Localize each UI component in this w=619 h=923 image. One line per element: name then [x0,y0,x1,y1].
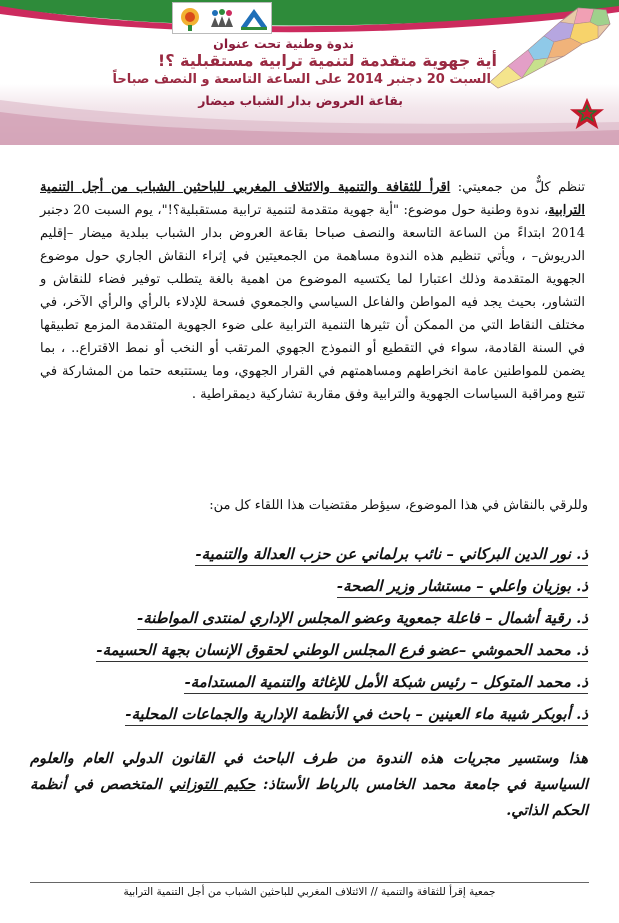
speakers-list [30,543,588,735]
moderator-paragraph [30,746,588,824]
header-date-time: السبت 20 دجنبر 2014 على الساعة التاسعة و النصف صباحاً [112,72,491,87]
list-item [30,543,588,575]
speaker-name: ذ. محمد الحموشي –عضو فرع المجلس الوطني لحقوق الإنسان بجهة الحسيمة- [96,641,588,662]
list-item [30,575,588,607]
main-paragraph [40,176,585,406]
speaker-name: ذ. بوزيان واعلي – مستشار وزير الصحة- [337,577,588,598]
moroccan-star-icon [568,96,606,132]
list-item [30,639,588,671]
moderator-intro: هذا وستسير مجريات هذه الندوة من طرف الباحث في القانون الدولي العام والعلوم السياسية في جامعة محمد الخامس بالرباط الأستاذ: [30,750,588,793]
footer-divider [30,882,589,883]
speakers-intro: وللرقي بالنقاش في هذا الموضوع، سيؤطر مقتضيات هذا اللقاء كل من: [209,498,588,513]
intro-text: تنظم كلٌّ من جمعيتي: [450,180,585,195]
moderator-name: حكيم التوزاني [169,776,256,793]
organizers-names: اقرأ للثقافة والتنمية والائتلاف المغربي للباحثين الشباب من أجل التنمية الترابية [40,180,585,218]
speaker-name: ذ. محمد المتوكل – رئيس شبكة الأمل للإغاثة والتنمية المستدامة- [184,673,588,694]
header-title: أية جهوية متقدمة لتنمية ترابية مستقبلية ؟! [157,51,497,70]
partner-logos [172,2,272,34]
speaker-name: ذ. رقية أشمال – فاعلة جمعوية وعضو المجلس الإداري لمنتدى المواطنة- [137,609,588,630]
header-venue: بقاعة العروض بدار الشباب ميضار [198,93,403,108]
list-item [30,607,588,639]
people-logo-icon [209,7,235,29]
list-item [30,671,588,703]
speaker-name: ذ. نور الدين البركاني – نائب برلماني عن حزب العدالة والتنمية- [195,545,588,566]
header-banner [0,0,619,145]
moderator-specialty: المتخصص في أنظمة الحكم الذاتي. [30,776,588,819]
paragraph-body: ، ندوة وطنية حول موضوع: "أية جهوية متقدمة لتنمية ترابية مستقبلية؟!"، يوم السبت 20 دجنبر 2014 ابتداءً من الساعة التاسعة والنصف صباحا بقاعة العروض بدار الشباب ببلدية ميضار –إقليم الدريوش– ، ويأتي تنظيم هذه الندوة مساهمة من الجمعيتين في إثراء النقاش الجاري حول موضوع الجهوية المتقدمة وذلك اعتبارا لما يكتسيه الموضوع من اهمية بالغة يتطلب توفير فضاء للنقاش و التشاور، بحيث يجد فيه المواطن والفاعل السياسي والجمعوي فسحة للإدلاء بالرأي والرأي الآخر، في مختلف النقاط التي من الممكن أن تثيرها التنمية الترابية على ضوء الجهوية المتقدمة المزمع تطبيقها في السنة القادمة، سواء في التقطيع أو النموذج الجهوي المرتقب أو النخب أو نمط الاقتراع.. ، بما يضمن للمواطنين عامة انخراطهم ومساهمتهم في القرار الجهوي، وما يستتبعه حتما من المشاركة في تتبع ومراقبة السياسات الجهوية والترابية وفق مقاربة تشاركية ديمقراطية . [40,203,585,402]
footer-text: جمعية إقرأ للثقافة والتنمية // الائتلاف المغربي للباحثين الشباب من أجل التنمية الترابية [123,886,496,898]
iqraa-logo-icon [175,5,205,31]
coalition-logo-icon [239,5,269,31]
header-subtitle: ندوة وطنية تحت عنوان [213,36,354,51]
speaker-name: ذ. أبوبكر شيبة ماء العينين – باحث في الأنظمة الإدارية والجماعات المحلية- [125,705,588,726]
morocco-regions-map [478,4,614,94]
list-item [30,703,588,735]
